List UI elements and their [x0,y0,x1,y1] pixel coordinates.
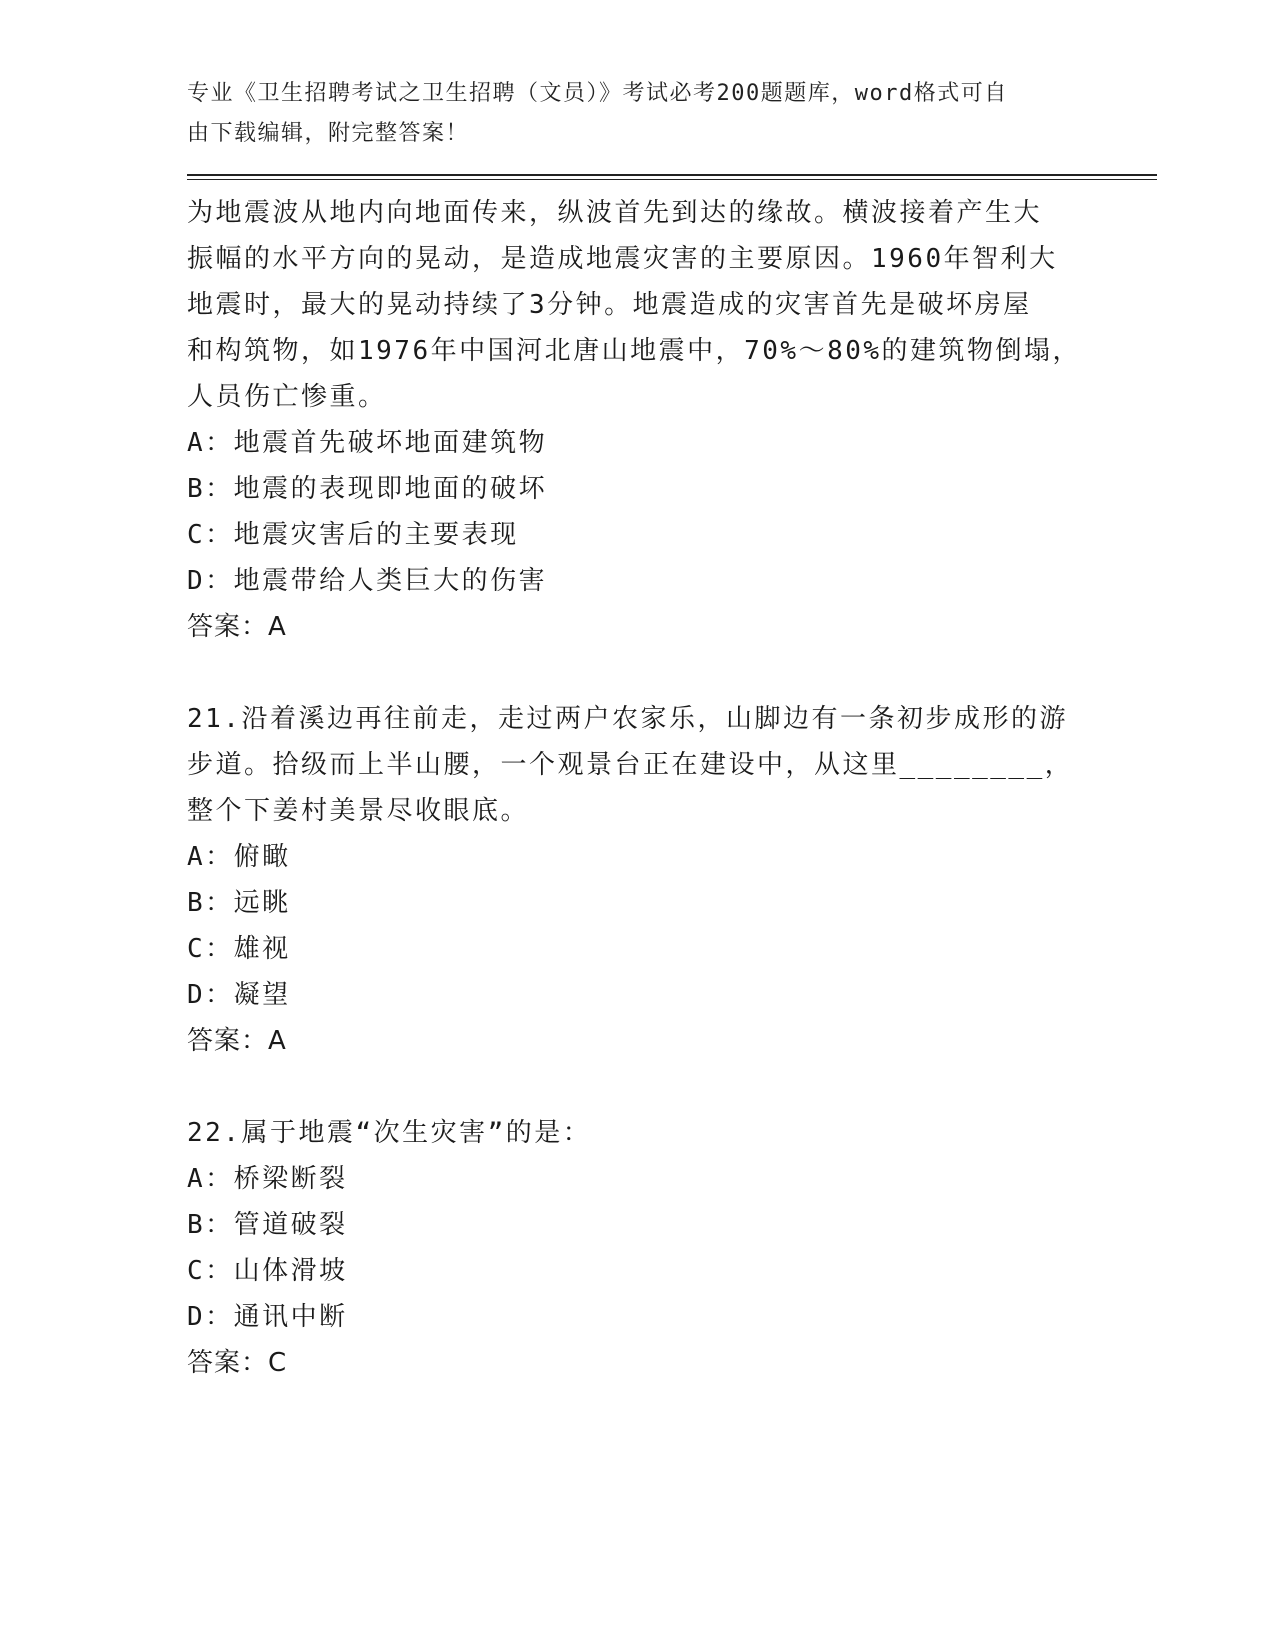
header-divider [187,174,1157,180]
option-d: D：凝望 [187,980,291,1010]
question-line: 22.属于地震“次生灾害”的是： [187,1118,592,1148]
passage-line: 地震时，最大的晃动持续了3分钟。地震造成的灾害首先是破坏房屋 [187,290,1032,320]
question-line: 21.沿着溪边再往前走，走过两户农家乐，山脚边有一条初步成形的游 [187,704,1068,734]
option-c: C：山体滑坡 [187,1256,348,1286]
answer: 答案：C [187,1348,288,1378]
question-22 [187,1110,1087,1386]
header-line-2: 由下载编辑，附完整答案！ [187,121,470,146]
question-21 [187,696,1087,1064]
option-a: A：地震首先破坏地面建筑物 [187,428,548,458]
option-b: B：管道破裂 [187,1210,348,1240]
answer: 答案：A [187,612,287,642]
passage-line: 人员伤亡惨重。 [187,382,387,412]
passage-line: 为地震波从地内向地面传来，纵波首先到达的缘故。横波接着产生大 [187,198,1043,228]
option-c: C：雄视 [187,934,291,964]
question-line: 步道。拾级而上半山腰，一个观景台正在建设中，从这里________， [187,750,1074,780]
option-a: A：俯瞰 [187,842,291,872]
spacer [187,1064,1087,1110]
option-b: B：远眺 [187,888,291,918]
passage-line: 振幅的水平方向的晃动，是造成地震灾害的主要原因。1960年智利大 [187,244,1058,274]
page-header [187,74,1087,154]
option-c: C：地震灾害后的主要表现 [187,520,519,550]
question-line: 整个下姜村美景尽收眼底。 [187,796,530,826]
option-d: D：通讯中断 [187,1302,348,1332]
header-line-1: 专业《卫生招聘考试之卫生招聘（文员）》考试必考200题题库，word格式可自 [187,81,1008,106]
passage-line: 和构筑物，如1976年中国河北唐山地震中，70%～80%的建筑物倒塌， [187,336,1082,366]
option-b: B：地震的表现即地面的破坏 [187,474,548,504]
answer: 答案：A [187,1026,287,1056]
spacer [187,650,1087,696]
document-body [187,190,1087,1386]
passage-continuation [187,190,1087,650]
option-d: D：地震带给人类巨大的伤害 [187,566,548,596]
option-a: A：桥梁断裂 [187,1164,348,1194]
